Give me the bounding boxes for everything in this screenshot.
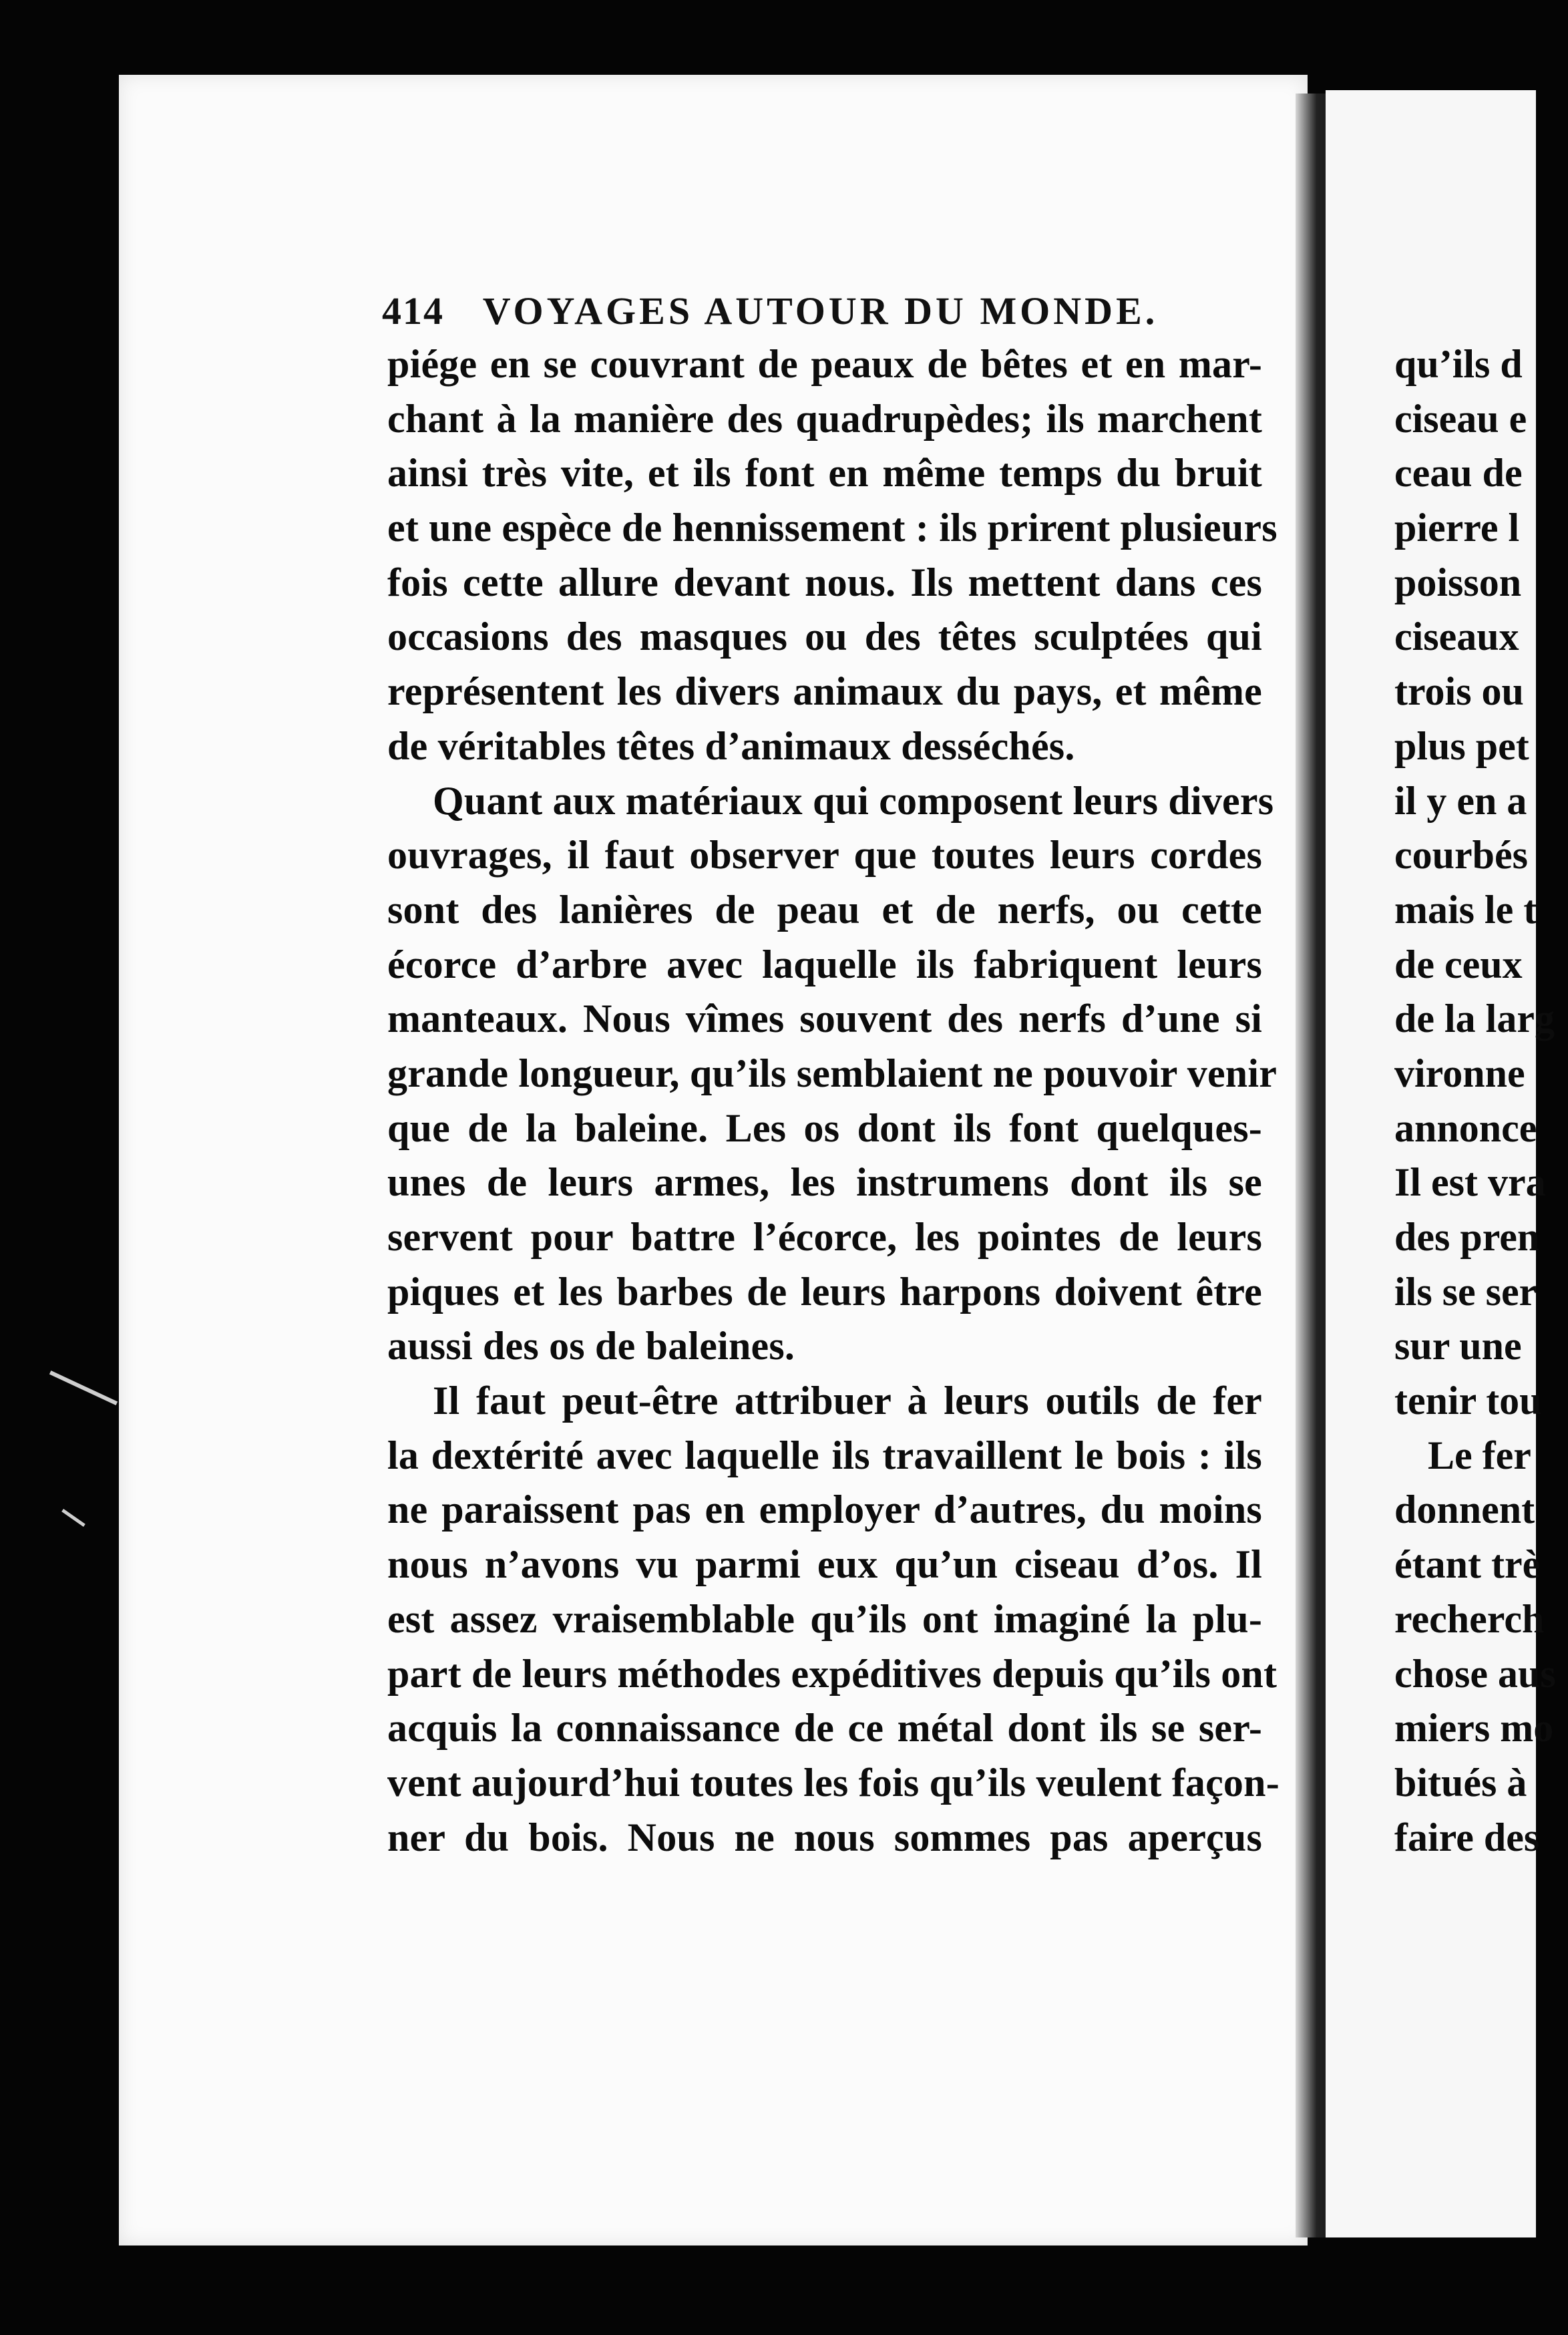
- text-line: de véritables têtes d’animaux desséchés.: [387, 723, 1075, 768]
- text-line: donnent: [1394, 1487, 1535, 1532]
- text-line: fois cette allure devant nous. Ils mettent dans ces: [387, 560, 1262, 604]
- text-line: qu’ils d: [1394, 342, 1523, 386]
- text-line: la dextérité avec laquelle ils travaillent le bois : ils: [387, 1433, 1262, 1477]
- text-line: que de la baleine. Les os dont ils font quelques-: [387, 1105, 1262, 1150]
- text-line: chose aus: [1394, 1651, 1556, 1696]
- right-page-body: [1394, 337, 1568, 1865]
- text-line: trois ou: [1394, 669, 1524, 714]
- text-line: servent pour battre l’écorce, les pointes de leurs: [387, 1215, 1262, 1259]
- text-line: ceau de: [1394, 451, 1523, 496]
- text-line: miers mo: [1394, 1706, 1554, 1751]
- text-line: ne paraissent pas en employer d’autres, du moins: [387, 1487, 1262, 1532]
- text-line: vent aujourd’hui toutes les fois qu’ils veulent façon-: [387, 1760, 1280, 1805]
- text-line: ner du bois. Nous ne nous sommes pas aperçus: [387, 1815, 1262, 1859]
- text-line: représentent les divers animaux du pays, et même: [387, 669, 1262, 714]
- text-line: nous n’avons vu parmi eux qu’un ciseau d’os. Il: [387, 1542, 1262, 1587]
- text-line: de la larg: [1394, 997, 1555, 1041]
- text-line: Il est vra: [1394, 1160, 1546, 1205]
- text-line: bitués à: [1394, 1760, 1527, 1805]
- text-line: ciseaux: [1394, 614, 1519, 659]
- text-line: sur une: [1394, 1324, 1522, 1369]
- text-line: Il faut peut-être attribuer à leurs outils de fer: [433, 1379, 1262, 1423]
- text-line: pierre l: [1394, 506, 1520, 550]
- text-line: poisson: [1394, 560, 1522, 604]
- text-line: des pren: [1394, 1215, 1540, 1259]
- text-line: ciseau e: [1394, 396, 1527, 441]
- text-line: écorce d’arbre avec laquelle ils fabriquent leurs: [387, 942, 1262, 986]
- text-line: courbés: [1394, 833, 1528, 878]
- text-line: piques et les barbes de leurs harpons doivent être: [387, 1269, 1262, 1314]
- text-line: Le fer: [1428, 1433, 1531, 1477]
- text-line: ainsi très vite, et ils font en même temps du bruit: [387, 451, 1262, 496]
- text-line: manteaux. Nous vîmes souvent des nerfs d’une si: [387, 997, 1262, 1041]
- left-page-body: [387, 337, 1280, 1865]
- text-line: mais le t: [1394, 887, 1537, 932]
- text-line: faire des: [1394, 1815, 1540, 1859]
- text-line: de ceux: [1394, 942, 1523, 986]
- text-line: il y en a: [1394, 778, 1527, 823]
- text-line: acquis la connaissance de ce métal dont ils se ser-: [387, 1706, 1262, 1751]
- text-line: chant à la manière des quadrupèdes; ils marchent: [387, 396, 1262, 441]
- text-line: vironne: [1394, 1051, 1525, 1095]
- scan-speck: [61, 1509, 85, 1527]
- text-line: ils se ser: [1394, 1269, 1537, 1314]
- text-line: plus pet: [1394, 723, 1529, 768]
- page-header: [382, 284, 1270, 337]
- text-line: unes de leurs armes, les instrumens dont ils se: [387, 1160, 1262, 1205]
- page-number: 414: [382, 289, 444, 333]
- text-line: sont des lanières de peau et de nerfs, ou cette: [387, 887, 1262, 932]
- text-line: étant trè: [1394, 1542, 1541, 1587]
- text-line: est assez vraisemblable qu’ils ont imaginé la plu-: [387, 1596, 1262, 1641]
- scan-speck: [49, 1371, 118, 1405]
- text-line: annonce: [1394, 1105, 1537, 1150]
- running-title: VOYAGES AUTOUR DU MONDE.: [482, 289, 1159, 333]
- text-line: ouvrages, il faut observer que toutes leurs cordes: [387, 833, 1262, 878]
- text-line: occasions des masques ou des têtes sculptées qui: [387, 614, 1262, 659]
- text-line: Quant aux matériaux qui composent leurs divers: [433, 778, 1274, 823]
- text-line: part de leurs méthodes expéditives depuis qu’ils ont: [387, 1651, 1278, 1696]
- text-line: grande longueur, qu’ils semblaient ne pouvoir venir: [387, 1051, 1278, 1095]
- text-line: tenir tou: [1394, 1379, 1542, 1423]
- text-line: aussi des os de baleines.: [387, 1324, 795, 1369]
- text-line: recherch: [1394, 1596, 1545, 1641]
- text-line: et une espèce de hennissement : ils prirent plusieurs: [387, 506, 1278, 550]
- text-line: piége en se couvrant de peaux de bêtes et en mar-: [387, 342, 1262, 386]
